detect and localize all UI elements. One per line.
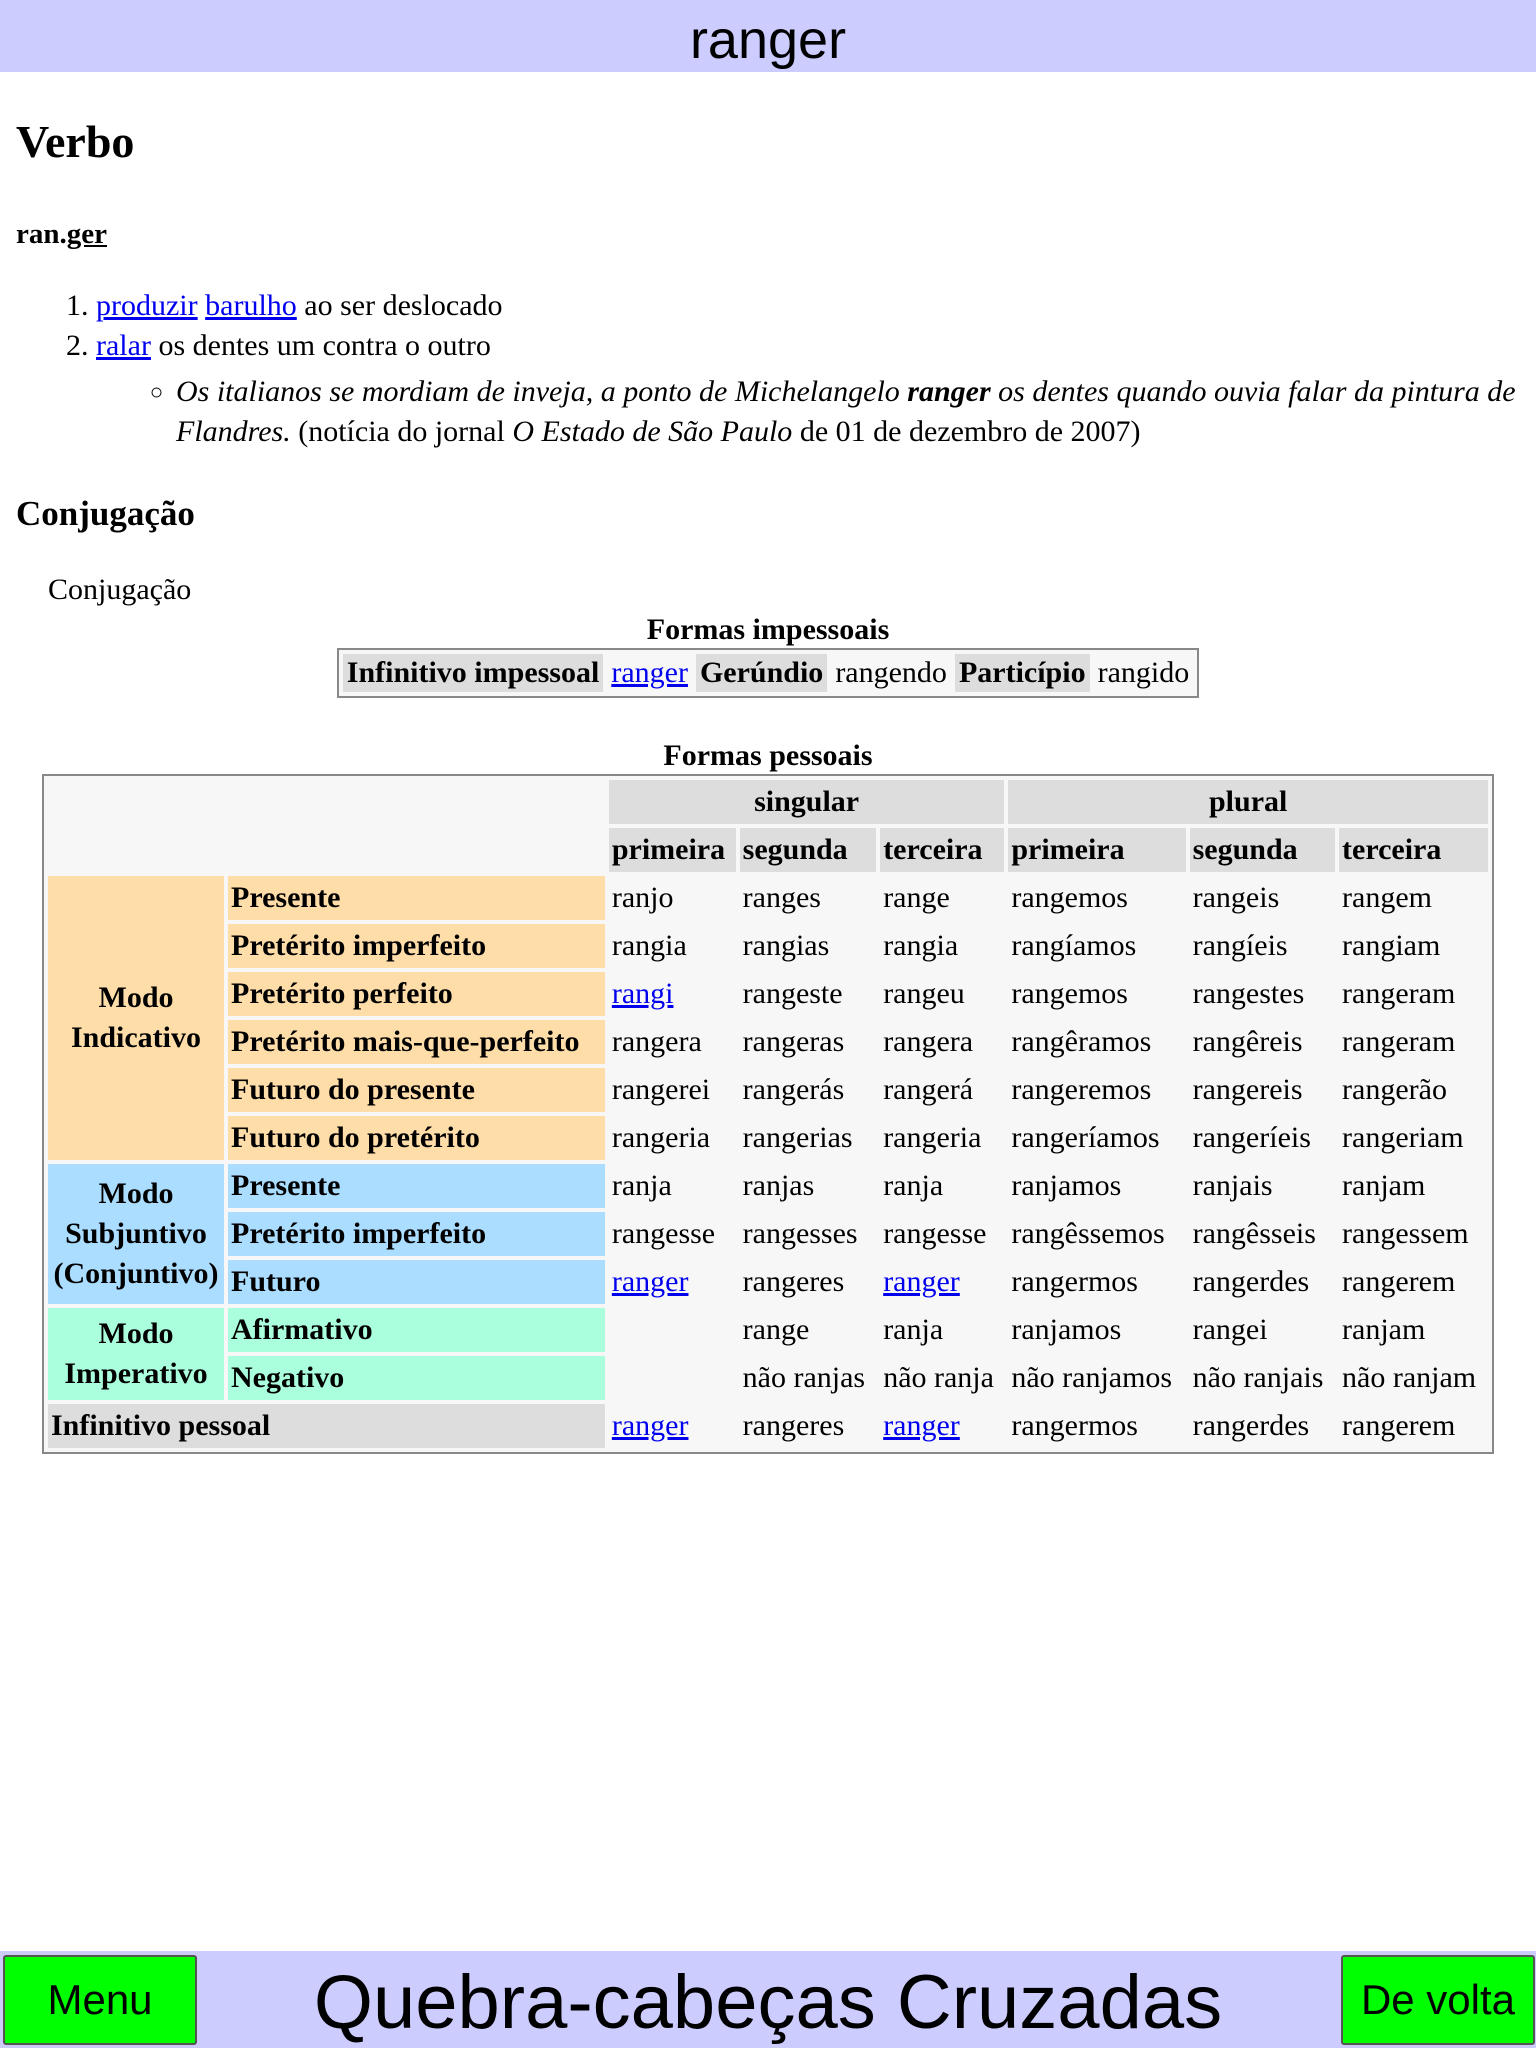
example-text-2: os dentes quando ouvia falar da pintura de Flandres. [176,375,1516,448]
form-cell: ranjo [611,881,674,914]
form-cell: não ranjam [1342,1361,1477,1394]
form-cell: rangeis [1192,881,1280,914]
mode-subjuntivo-line-3: (Conjuntivo) [53,1257,219,1290]
form-cell: range [742,1313,810,1346]
mode-subjuntivo [48,1164,224,1304]
form-cell: rangeria [611,1121,711,1154]
tense-label: Futuro do presente [228,1068,605,1112]
syllabification [16,216,1520,252]
form-cell: rangemos [1011,977,1128,1010]
participle-value: rangido [1097,656,1190,689]
form-cell: rangêsseis [1192,1217,1316,1250]
personal-forms-table [42,774,1494,1454]
table-row [48,1356,1488,1400]
form-cell: rangem [1342,881,1432,914]
form-cell: rangeste [742,977,843,1010]
link-produzir[interactable]: produzir [96,289,198,322]
example-item [176,372,1520,452]
gerund-value: rangendo [835,656,947,689]
mode-subjuntivo-line-2: Subjuntivo [65,1217,207,1250]
back-button[interactable]: De volta [1341,1955,1535,2045]
form-link-ranger[interactable]: ranger [611,1265,689,1298]
tense-label: Futuro [228,1260,605,1304]
part-of-speech-heading: Verbo [16,116,135,167]
tense-label: Futuro do pretérito [228,1116,605,1160]
form-cell: não ranja [883,1361,994,1394]
form-cell: rangerás [742,1073,845,1106]
tense-label: Pretérito imperfeito [228,1212,605,1256]
form-cell: rangesses [742,1217,858,1250]
form-cell: rangermos [1011,1409,1138,1442]
menu-button[interactable]: Menu [3,1955,197,2045]
link-barulho[interactable]: barulho [205,289,297,322]
table-row [48,1212,1488,1256]
personal-forms-caption: Formas pessoais [663,739,873,772]
table-row [48,924,1488,968]
table-row [48,1308,1488,1352]
table-row [48,1164,1488,1208]
form-cell: ranjais [1192,1169,1273,1202]
table-row [48,1068,1488,1112]
syllable-a: ran. [16,218,67,250]
form-cell: ranjam [1342,1169,1426,1202]
person-header: segunda [1190,828,1335,872]
form-cell: rangesse [883,1217,987,1250]
form-cell: rangessem [1342,1217,1469,1250]
form-cell: ranja [883,1313,944,1346]
form-cell: rangeres [742,1265,845,1298]
form-cell: rangiam [1342,929,1441,962]
form-cell: range [883,881,950,914]
form-cell: rangeríamos [1011,1121,1160,1154]
tense-label: Pretérito mais-que-perfeito [228,1020,605,1064]
tense-label: Infinitivo pessoal [48,1404,605,1448]
form-cell: ranja [611,1169,672,1202]
person-header: primeira [1008,828,1185,872]
definition-text: ao ser deslocado [296,289,503,322]
examples-list [96,372,1520,452]
mode-indicativo: Modo Indicativo [48,876,224,1160]
form-cell: rangêramos [1011,1025,1152,1058]
form-cell: não ranjais [1192,1361,1324,1394]
form-cell: ranjam [1342,1313,1426,1346]
form-cell: ranges [742,881,821,914]
form-link-ranger[interactable]: ranger [611,1409,689,1442]
mode-subjuntivo-line-1: Modo [98,1177,174,1210]
form-cell: rangerdes [1192,1409,1310,1442]
impersonal-forms-table [337,648,1199,698]
form-cell: rangerem [1342,1409,1456,1442]
form-cell: rangeres [742,1409,845,1442]
bottom-bar [0,1951,1536,2048]
form-cell: rangeremos [1011,1073,1152,1106]
form-cell: rangermos [1011,1265,1138,1298]
form-cell: rangia [611,929,687,962]
participle-label: Particípio [955,654,1090,692]
form-cell: rangerão [1342,1073,1447,1106]
form-cell: rangeras [742,1025,845,1058]
person-header: terceira [1339,828,1488,872]
conjugation-heading: Conjugação [16,494,195,533]
person-header: terceira [880,828,1004,872]
conjugation-label: Conjugação [48,573,192,606]
definition-item [96,326,1520,452]
example-text-1: Os italianos se mordiam de inveja, a ponto de Michelangelo [176,375,908,408]
form-cell: rangeriam [1342,1121,1464,1154]
page-title: ranger [689,10,847,70]
form-cell: rangias [742,929,830,962]
table-corner [48,780,605,872]
tense-label: Pretérito imperfeito [228,924,605,968]
example-highlight: ranger [907,375,991,408]
form-cell: rangíeis [1192,929,1288,962]
tense-label: Afirmativo [228,1308,605,1352]
form-cell: rangestes [1192,977,1305,1010]
form-cell: rangeram [1342,977,1456,1010]
form-cell: não ranjamos [1011,1361,1173,1394]
form-cell: rangêssemos [1011,1217,1165,1250]
example-source-1: (notícia do jornal [290,415,513,448]
form-cell: ranjas [742,1169,815,1202]
form-cell: rangera [883,1025,974,1058]
form-cell: ranja [883,1169,944,1202]
article-content [16,72,1520,1454]
form-cell: rangerdes [1192,1265,1310,1298]
form-cell [609,1308,736,1352]
form-cell: rangesse [611,1217,716,1250]
syllable-stressed: ger [66,218,107,250]
infinitive-label: Infinitivo impessoal [343,654,604,692]
form-cell: rangerá [883,1073,974,1106]
form-link-rangi[interactable]: rangi [611,977,674,1010]
form-cell: rangereis [1192,1073,1303,1106]
gerund-label: Gerúndio [696,654,827,692]
table-row [48,1260,1488,1304]
top-bar [0,0,1536,72]
form-link-ranger[interactable]: ranger [883,1265,960,1298]
infinitive-link[interactable]: ranger [611,656,688,689]
tense-label: Negativo [228,1356,605,1400]
form-cell: rangemos [1011,881,1128,914]
tense-label: Pretérito perfeito [228,972,605,1016]
link-ralar[interactable]: ralar [96,329,151,362]
form-cell: rangei [1192,1313,1268,1346]
table-row [48,876,1488,920]
app-title: Quebra-cabeças Cruzadas [313,1960,1223,2045]
person-header: primeira [609,828,736,872]
table-row [48,1404,1488,1448]
definition-item [96,286,1520,326]
person-header: segunda [740,828,877,872]
form-link-ranger[interactable]: ranger [883,1409,960,1442]
table-row [48,972,1488,1016]
tense-label: Presente [228,876,605,920]
form-cell: rangia [883,929,959,962]
form-cell: rangeria [883,1121,982,1154]
form-cell: rangerem [1342,1265,1456,1298]
table-row [48,1116,1488,1160]
plural-header: plural [1008,780,1488,824]
tense-label: Presente [228,1164,605,1208]
example-source-title: O Estado de São Paulo [512,415,793,448]
form-cell: rangerias [742,1121,853,1154]
mode-imperativo: Modo Imperativo [48,1308,224,1400]
singular-header: singular [609,780,1005,824]
form-cell: ranjamos [1011,1313,1122,1346]
definitions-list [16,286,1520,452]
impersonal-forms-caption: Formas impessoais [646,613,890,646]
form-cell: rangerei [611,1073,711,1106]
form-cell: rangeram [1342,1025,1456,1058]
form-cell: rangera [611,1025,702,1058]
form-cell: rangeu [883,977,965,1010]
form-cell [609,1356,736,1400]
form-cell: não ranjas [742,1361,866,1394]
table-row [48,1020,1488,1064]
example-source-2: de 01 de dezembro de 2007) [792,415,1141,448]
form-cell: rangêreis [1192,1025,1303,1058]
form-cell: rangeríeis [1192,1121,1311,1154]
form-cell: ranjamos [1011,1169,1122,1202]
form-cell: rangíamos [1011,929,1137,962]
definition-text: os dentes um contra o outro [150,329,491,362]
